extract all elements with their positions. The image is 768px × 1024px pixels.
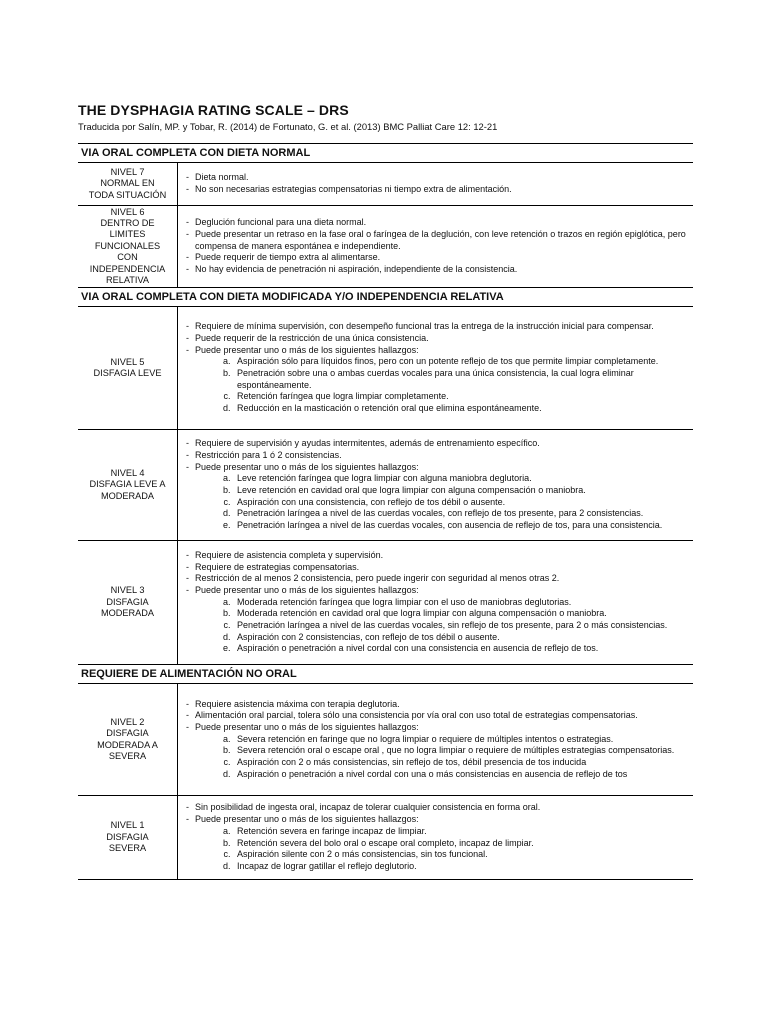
criteria-item [186,264,689,276]
criteria-text: No son necesarias estrategias compensatorias ni tiempo extra de alimentación. [195,184,512,194]
criteria-item [186,550,689,562]
description-cell [178,206,693,287]
finding-item: a. Moderada retención faríngea que logra limpiar con el uso de maniobras deglutorias. [233,597,689,609]
criteria-item [186,450,689,462]
criteria-text: Requiere de mínima supervisión, con desempeño funcional tras la entrega de la instrucción inicial para compensar. [195,321,654,332]
criteria-text: Puede presentar uno o más de los siguientes hallazgos: [195,461,419,472]
criteria-text: Deglución funcional para una dieta normal. [195,217,367,228]
criteria-text: Requiere de asistencia completa y supervisión. [195,549,384,560]
finding-item: a. Aspiración sólo para líquidos finos, pero con un potente reflejo de tos que permite limpiar completamente. [233,356,689,368]
finding-item: a. Leve retención faríngea que logra limpiar con alguna maniobra deglutoria. [233,473,689,485]
criteria-list [186,438,689,532]
finding-item: a. Retención severa en faringe incapaz de limpiar. [233,826,689,838]
description-cell [178,430,693,540]
criteria-item [186,573,689,585]
criteria-item [186,438,689,450]
criteria-item [186,172,689,184]
level-label: NIVEL 5 DISFAGIA LEVE [93,356,162,378]
description-cell [178,796,693,879]
level-label: NIVEL 4 DISFAGIA LEVE A MODERADA [89,467,166,501]
finding-item: d. Aspiración con 2 consistencias, con reflejo de tos débil o ausente. [233,632,689,644]
document-page [78,102,693,880]
finding-item: b. Moderada retención en cavidad oral que logra limpiar con alguna compensación o maniobra. [233,608,689,620]
rating-scale-table [78,143,693,880]
section-heading: VIA ORAL COMPLETA CON DIETA MODIFICADA Y/O INDEPENDENCIA RELATIVA [78,287,693,306]
criteria-list [186,321,689,415]
level-label: NIVEL 3 DISFAGIA MODERADA [100,585,155,619]
finding-item: b. Penetración sobre una o ambas cuerdas vocales para una única consistencia, la cual logra eliminar espontáneamente. [233,368,689,391]
finding-item: b. Severa retención oral o escape oral , que no logra limpiar o requiere de múltiples estrategias compensatorias. [233,745,689,757]
finding-item: c. Aspiración con 2 o más consistencias, sin reflejo de tos, débil presencia de tos inducida [233,757,689,769]
criteria-item [186,333,689,345]
criteria-list [186,217,689,276]
level-row [78,795,693,879]
level-row [78,205,693,287]
level-cell [78,163,178,205]
description-cell [178,541,693,664]
criteria-text: Requiere de supervisión y ayudas intermitentes, además de entrenamiento específico. [195,438,540,449]
criteria-text: No hay evidencia de penetración ni aspiración, independiente de la consistencia. [195,264,518,275]
finding-item: d. Reducción en la masticación o retención oral que elimina espontáneamente. [233,403,689,415]
description-cell [178,684,693,795]
criteria-text: Puede presentar uno o más de los siguientes hallazgos: [195,584,419,595]
criteria-item [186,814,689,873]
description-cell [178,163,693,205]
level-row [78,683,693,795]
findings-list [195,734,689,781]
finding-item: a. Severa retención en faringe que no logra limpiar o requiere de múltiples intentos o estrategias. [233,734,689,746]
level-label: NIVEL 1 DISFAGIA SEVERA [106,820,149,854]
criteria-item [186,462,689,532]
level-label: NIVEL 6 DENTRO DE LIMITES FUNCIONALES CON INDEPENDENCIA RELATIVA [89,206,166,286]
level-row [78,429,693,540]
criteria-text: Restricción de al menos 2 consistencia, pero puede ingerir con seguridad al menos otras 2. [195,573,560,584]
level-row [78,306,693,429]
finding-item: c. Aspiración silente con 2 o más consistencias, sin tos funcional. [233,849,689,861]
finding-item: d. Aspiración o penetración a nivel cordal con una o más consistencias en ausencia de reflejo de tos [233,769,689,781]
finding-item: c. Aspiración con una consistencia, con reflejo de tos débil o ausente. [233,497,689,509]
criteria-text: Puede presentar uno o más de los siguientes hallazgos: [195,814,419,825]
criteria-item [186,699,689,711]
level-label: NIVEL 2 DISFAGIA MODERADA A SEVERA [97,716,158,761]
criteria-text: Puede requerir de tiempo extra al alimentarse. [195,252,381,263]
level-cell [78,684,178,795]
finding-item: b. Leve retención en cavidad oral que logra limpiar con alguna compensación o maniobra. [233,485,689,497]
finding-item: d. Penetración laríngea a nivel de las cuerdas vocales, con reflejo de tos presente, para 2 consistencias. [233,508,689,520]
criteria-list [186,699,689,781]
document-title: THE DYSPHAGIA RATING SCALE – DRS [78,102,349,118]
criteria-item [186,229,689,252]
finding-item: d. Incapaz de lograr gatillar el reflejo deglutorio. [233,861,689,873]
level-cell [78,430,178,540]
criteria-list [186,802,689,872]
criteria-text: Puede presentar uno o más de los siguientes hallazgos: [195,721,419,732]
level-cell [78,206,178,287]
criteria-item [186,321,689,333]
level-row [78,540,693,664]
criteria-text: Dieta normal. [195,172,249,183]
level-label: NIVEL 7 NORMAL EN TODA SITUACIÓN [88,166,167,200]
criteria-item [186,184,689,196]
finding-item: c. Penetración laríngea a nivel de las cuerdas vocales, sin reflejo de tos presente, para 2 o más consistencias. [233,620,689,632]
criteria-item [186,585,689,655]
criteria-item [186,345,689,415]
criteria-text: Alimentación oral parcial, tolera sólo una consistencia por vía oral con uso total de estrategias compensatorias. [195,710,638,721]
criteria-text: Requiere de estrategias compensatorias. [195,561,360,572]
criteria-text: Restricción para 1 ó 2 consistencias. [195,449,342,460]
finding-item: e. Aspiración o penetración a nivel cordal con una consistencia en ausencia de reflejo de tos. [233,643,689,655]
criteria-item [186,802,689,814]
findings-list [195,356,689,415]
level-cell [78,541,178,664]
document-subtitle: Traducida por Salín, MP. y Tobar, R. (2014) de Fortunato, G. et al. (2013) BMC Palliat Care 12: 12-21 [78,121,498,132]
level-cell [78,307,178,429]
section-heading: REQUIERE DE ALIMENTACIÓN NO ORAL [78,664,693,683]
criteria-item [186,710,689,722]
section-heading: VIA ORAL COMPLETA CON DIETA NORMAL [78,143,693,162]
criteria-item [186,217,689,229]
finding-item: e. Penetración laríngea a nivel de las cuerdas vocales, con ausencia de reflejo de tos, para una consistencia. [233,520,689,532]
criteria-text: Puede presentar uno o más de los siguientes hallazgos: [195,344,419,355]
criteria-text: Requiere asistencia máxima con terapia deglutoria. [195,698,400,709]
level-row [78,162,693,205]
criteria-item [186,562,689,574]
findings-list [195,473,689,532]
description-cell [178,307,693,429]
criteria-list [186,550,689,655]
criteria-text: Sin posibilidad de ingesta oral, incapaz de tolerar cualquier consistencia en forma oral. [195,802,541,813]
criteria-list [186,172,689,195]
findings-list [195,826,689,873]
finding-item: c. Retención faríngea que logra limpiar completamente. [233,391,689,403]
criteria-item [186,722,689,781]
criteria-text: Puede requerir de la restricción de una única consistencia. [195,332,429,343]
criteria-item [186,252,689,264]
findings-list [195,597,689,656]
level-cell [78,796,178,879]
criteria-text: Puede presentar un retraso en la fase oral o faríngea de la deglución, con leve retención o trazos en región epiglótica, pero compensa de manera espontánea e independiente. [195,228,686,251]
finding-item: b. Retención severa del bolo oral o escape oral completo, incapaz de limpiar. [233,838,689,850]
